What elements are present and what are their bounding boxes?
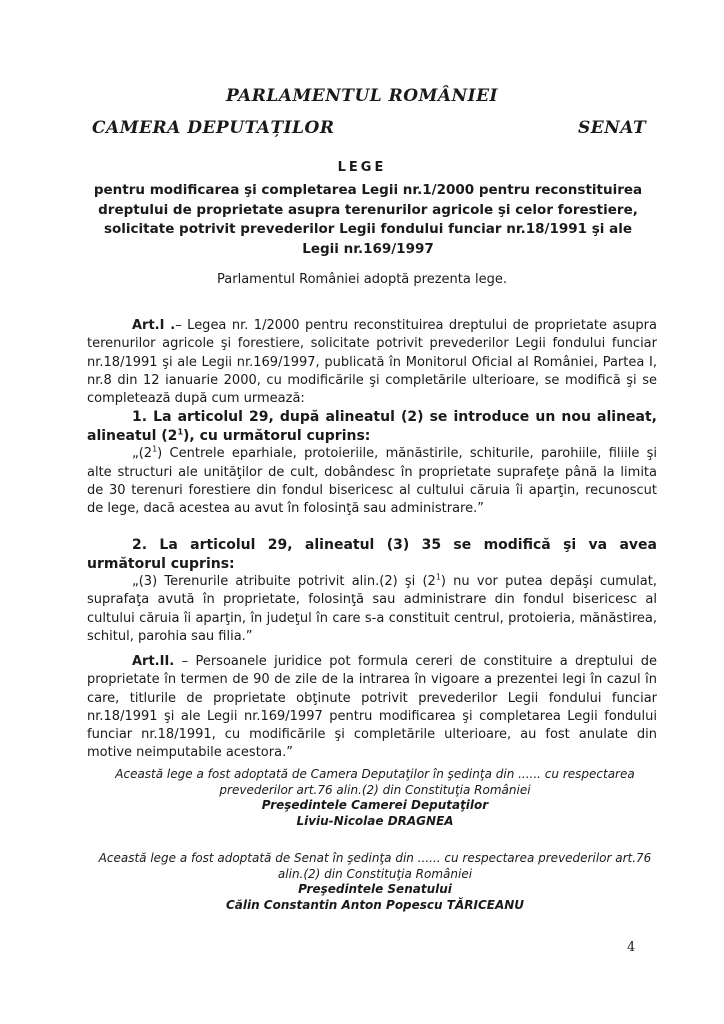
point-2-quote: „(3) Terenurile atribuite potrivit alin.(2) şi $(2^1)$ nu vor putea depăşi cumulat, suprafaţa avută în proprietate, folosinţă sau administrare din fondul bisericesc al cultului căruia îi aparţin, în judeţul în care s-a constituit centrul, protoieria, mănăstirea, schitul, parohia sau filia.” xyxy=(87,572,657,644)
chamber-adoption-note: Această lege a fost adoptată de Camera Deputaţilor în şedinţa din ...... cu respectarea prevederilor art.76 alin.(2) din Constituţia României xyxy=(115,767,635,797)
chamber-president-name: Liviu-Nicolae DRAGNEA xyxy=(296,813,454,828)
point-2-heading: 2. La articolul 29, alineatul (3) 35 se modifică şi va avea următorul cuprins: xyxy=(87,537,657,572)
article-2 xyxy=(87,653,657,763)
senate-president-name: Călin Constantin Anton Popescu TĂRICEANU xyxy=(225,897,525,912)
page-number: 4 xyxy=(627,940,636,955)
senate-header: SENAT xyxy=(578,118,647,138)
senate-adoption-note: Această lege a fost adoptată de Senat în şedinţa din ...... cu respectarea prevederilor art.76 alin.(2) din Constituţia României xyxy=(98,851,652,881)
parliament-header: PARLAMENTUL ROMÂNIEI xyxy=(225,86,498,106)
article-1-point-2 xyxy=(87,536,657,646)
article-2-text: – Persoanele juridice pot formula cereri de constituire a dreptului de proprietate în termen de 90 de zile de la intrarea în vigoare a prezentei legi în cazul în care, titlurile de proprietate obţinute potrivit prevederilor Legii fondului funciar nr.18/1991 şi ale Legii nr.169/1997 pentru modificarea şi completarea Legii fondului funciar nr.18/1991, cu modificările şi completările ulterioare, au fost anulate din motive neimputabile acestora.” xyxy=(87,654,657,761)
senate-president-role: Preşedintele Senatului xyxy=(298,882,452,896)
point-1-quote: $„(2^1)$ Centrele eparhiale, protoieriile, mănăstirile, schiturile, parohiile, filiile şi alte structuri ale unităţilor de cult, dobândesc în proprietate suprafeţe până la limita de 30 terenuri forestiere din fondul bisericesc al cultului căruia îi aparţin, recunoscut de lege, dacă acestea au avut în folosinţă sau administrare.” xyxy=(87,445,657,517)
adoption-statement: Parlamentul României adoptă prezenta lege. xyxy=(217,272,507,287)
article-2-label: Art.II. xyxy=(132,654,175,669)
chamber-signature-block xyxy=(95,767,655,829)
senate-signature-block xyxy=(95,851,655,913)
point-1-heading: 1. La articolul 29, după alineatul (2) se introduce un nou alineat, alineatul $(2^1)$, cu următorul cuprins: xyxy=(87,409,657,444)
law-title: pentru modificarea şi completarea Legii nr.1/2000 pentru reconstituirea dreptului de proprietate asupra terenurilor agricole şi celor forestiere, solicitate potrivit prevederilor Legii fondului funciar nr.18/1991 şi ale Legii nr.169/1997 xyxy=(93,182,643,257)
chamber-president-role: Preşedintele Camerei Deputaţilor xyxy=(261,798,489,812)
article-1-label: Art.I . xyxy=(132,318,176,333)
law-heading: LEGE xyxy=(337,160,387,175)
article-1 xyxy=(87,317,657,519)
article-1-text: – Legea nr. 1/2000 pentru reconstituirea dreptului de proprietate asupra terenurilor agricole şi forestiere, solicitate potrivit prevederilor Legii fondului funciar nr.18/1991 şi ale Legii nr.169/1997, publicată în Monitorul Oficial al României, Partea I, nr.8 din 12 ianuarie 2000, cu modificările şi completările ulterioare, se modifică şi se completează după cum urmează: xyxy=(87,318,657,407)
chamber-header: CAMERA DEPUTAȚILOR xyxy=(92,118,335,138)
